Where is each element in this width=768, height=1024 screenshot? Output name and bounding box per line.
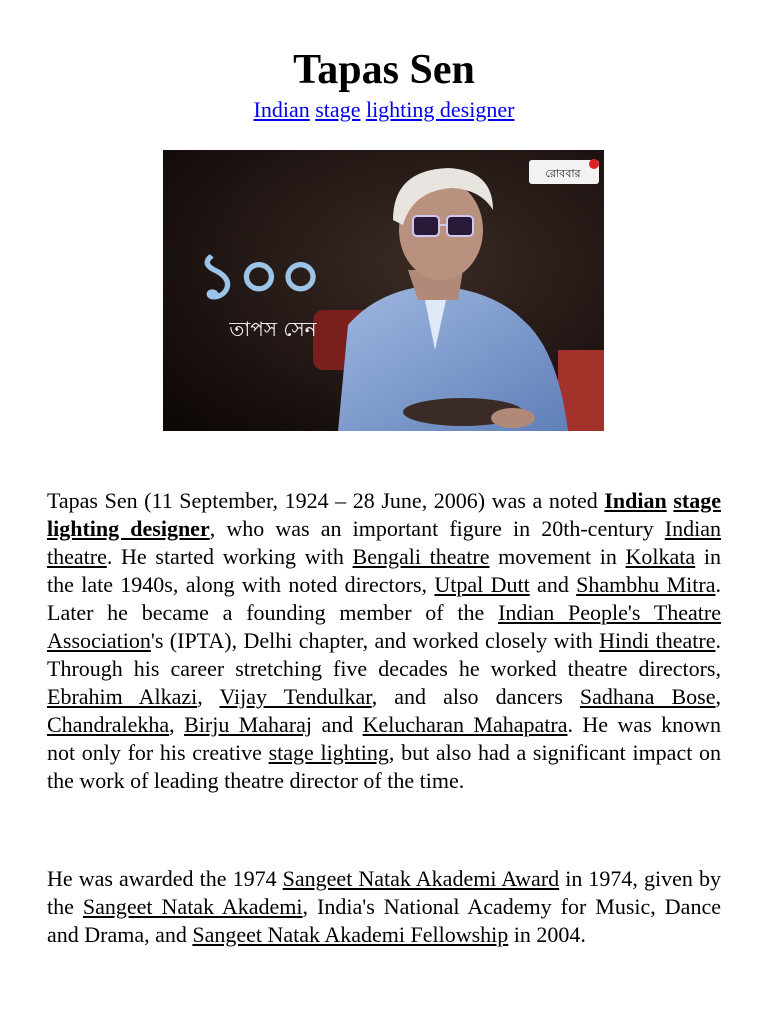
subtitle-link-indian[interactable]: Indian [253,97,310,122]
subtitle [47,96,721,124]
text-run: He was awarded the 1974 [47,866,283,891]
text-run: 's (IPTA), Delhi chapter, and worked closely with [150,628,600,653]
article [47,0,722,947]
link-chandralekha[interactable]: Chandralekha [47,712,170,737]
link-utpal-dutt[interactable]: Utpal Dutt [434,572,530,597]
photo-name-text: তাপস সেন [229,317,317,341]
text-run: , who was an important figure in 20th-century [209,516,665,541]
text-run: in the late 1940s, along with noted directors, [47,544,722,597]
link-stage-lighting[interactable]: stage lighting [268,740,389,765]
text-run: and [312,712,363,737]
link-indian-bold[interactable]: Indian [604,488,667,513]
link-ipta[interactable]: Indian People's Theatre Association [47,600,721,653]
text-run: . He was known not only for his creative [47,712,721,765]
subtitle-link-stage[interactable]: stage [315,97,361,122]
link-indian-theatre[interactable]: Indian theatre [47,516,721,569]
text-run: Tapas Sen (11 September, 1924 – 28 June, 2006) was a noted [47,488,605,513]
paragraph-awards [47,865,721,949]
photo-big-text: ১০০ [196,240,322,314]
text-run: , but also had a significant impact on the work of leading theatre director of the time. [47,740,722,793]
link-stage-bold[interactable]: stage [673,488,722,513]
text-run: and [529,572,577,597]
link-kelucharan-mahapatra[interactable]: Kelucharan Mahapatra [362,712,568,737]
text-run: . Through his career stretching five decades he worked theatre directors, [47,628,721,681]
link-sadhana-bose[interactable]: Sadhana Bose [579,684,716,709]
portrait-photo [163,150,604,431]
text-run: , and also dancers [371,684,580,709]
link-shambhu-mitra[interactable]: Shambhu Mitra [576,572,716,597]
page-title: Tapas Sen [293,47,475,93]
text-run: , [197,684,220,709]
link-lighting-designer-bold[interactable]: lighting designer [47,516,210,541]
text-run: , India's National Academy for Music, Dance and Drama, and [47,894,721,947]
text-run: , [169,712,185,737]
text-run: . Later he became a founding member of the [47,572,721,625]
text-run: in 1974, given by the [47,866,721,919]
paragraph-biography [47,487,721,795]
link-hindi-theatre[interactable]: Hindi theatre [599,628,716,653]
link-sna[interactable]: Sangeet Natak Akademi [82,894,303,919]
link-kolkata[interactable]: Kolkata [625,544,696,569]
text-run: . He started working with [106,544,353,569]
text-run: in 2004. [508,922,586,947]
link-sna-award[interactable]: Sangeet Natak Akademi Award [282,866,560,891]
link-bengali-theatre[interactable]: Bengali theatre [352,544,490,569]
text-run: movement in [489,544,626,569]
subtitle-link-lighting-designer[interactable]: lighting designer [365,97,515,122]
photo-logo-text: রোববার [545,167,581,180]
link-ebrahim-alkazi[interactable]: Ebrahim Alkazi [47,684,198,709]
link-sna-fellowship[interactable]: Sangeet Natak Akademi Fellowship [192,922,509,947]
text-run: , [715,684,721,709]
link-birju-maharaj[interactable]: Birju Maharaj [184,712,313,737]
link-vijay-tendulkar[interactable]: Vijay Tendulkar [219,684,372,709]
